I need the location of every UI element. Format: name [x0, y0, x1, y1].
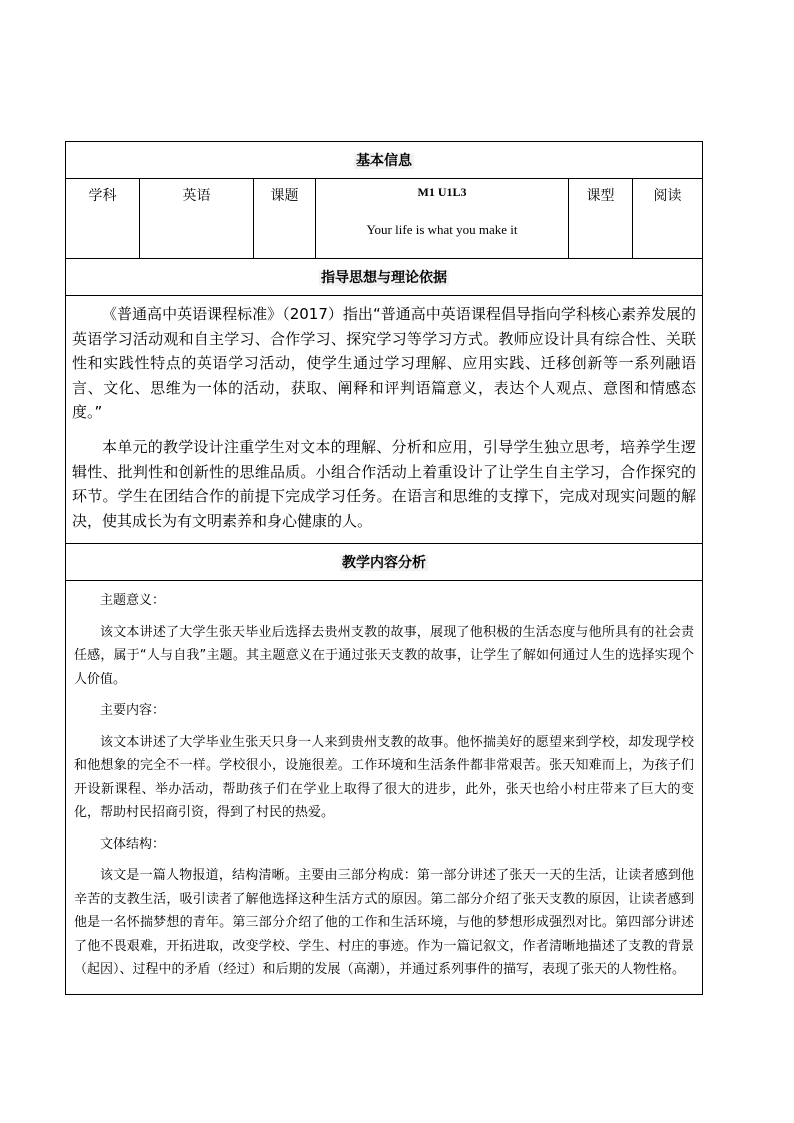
type-value: 阅读 — [633, 179, 703, 259]
subject-value: 英语 — [140, 179, 254, 259]
lesson-plan-table — [65, 141, 703, 995]
lesson-title: Your life is what you make it — [366, 222, 518, 237]
structure-text: 该文是一篇人物报道，结构清晰。主要由三部分构成：第一部分讲述了张天一天的生活，让读者感到他辛苦的支教生活，吸引读者了解他选择这种生活方式的原因。第二部分介绍了张天支教的原因，让读者感到他是一名怀揣梦想的青年。第三部分介绍了他的工作和生活环境，与他的梦想形成强烈对比。第四部分讲述了他不畏艰难，开拓进取，改变学校、学生、村庄的事迹。作为一篇记叙文，作者清晰地描述了支教的背景（起因）、过程中的矛盾（经过）和后期的发展（高潮），并通过系列事件的描写，表现了张天的人物性格。 — [74, 868, 695, 978]
content-analysis-body — [66, 581, 703, 995]
lesson-plan-document — [65, 141, 702, 995]
topic-label: 课题 — [254, 179, 316, 259]
lesson-code: M1 U1L3 — [417, 185, 467, 199]
main-content-text: 该文本讲述了大学毕业生张天只身一人来到贵州支教的故事。他怀揣美好的愿望来到学校，却发现学校和他想象的完全不一样。学校很小，设施很差。工作环境和生活条件都非常艰苦。张天知难而上，为孩子们开设新课程、举办活动，帮助孩子们在学业上取得了很大的进步，此外，张天也给小村庄带来了巨大的变化，帮助村民招商引资，得到了村民的热爱。 — [74, 734, 695, 821]
theme-label: 主题意义： — [100, 593, 166, 609]
theme-text: 该文本讲述了大学生张天毕业后选择去贵州支教的故事，展现了他积极的生活态度与他所具有的社会责任感，属于“人与自我”主题。其主题意义在于通过张天支教的故事，让学生了解如何通过人生的选择实现个人价值。 — [74, 624, 695, 687]
guiding-heading: 指导思想与理论依据 — [66, 259, 703, 296]
structure-label: 文体结构： — [100, 836, 166, 852]
guiding-paragraph-1: 《普通高中英语课程标准》（2017）指出“普通高中英语课程倡导指向学科核心素养发展的英语学习活动观和自主学习、合作学习、探究学习等学习方式。教师应设计具有综合性、关联性和实践性特点的英语学习活动，使学生通过学习理解、应用实践、迁移创新等一系列融语言、文化、思维为一体的活动，获取、阐释和评判语篇意义，表达个人观点、意图和情感态度。” — [72, 305, 697, 422]
basic-info-row — [66, 179, 703, 259]
guiding-paragraph-2: 本单元的教学设计注重学生对文本的理解、分析和应用，引导学生独立思考，培养学生逻辑性、批判性和创新性的思维品质。小组合作活动上着重设计了让学生自主学习，合作探究的环节。学生在团结合作的前提下完成学习任务。在语言和思维的支撑下，完成对现实问题的解决，使其成长为有文明素养和身心健康的人。 — [72, 437, 697, 530]
type-label: 课型 — [569, 179, 633, 259]
guiding-body — [66, 296, 703, 544]
main-content-label: 主要内容： — [100, 703, 166, 719]
topic-value — [316, 179, 569, 259]
basic-info-heading: 基本信息 — [66, 142, 703, 179]
subject-label: 学科 — [66, 179, 140, 259]
content-analysis-heading: 教学内容分析 — [66, 544, 703, 581]
